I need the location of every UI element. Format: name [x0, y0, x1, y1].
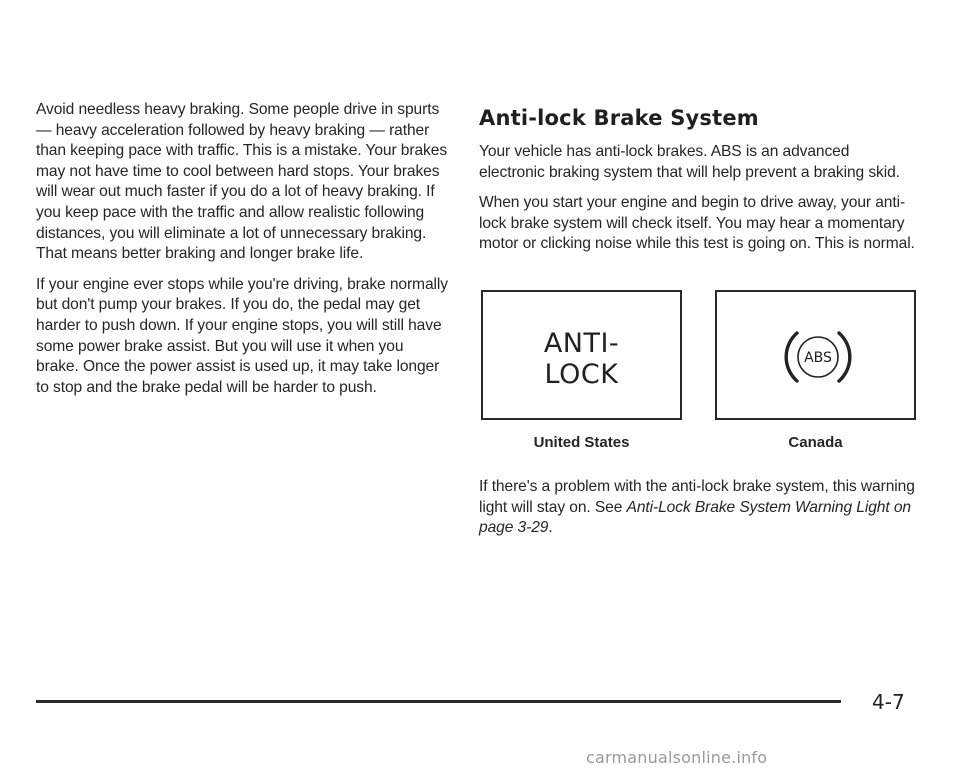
left-column [36, 100, 448, 408]
paragraph-warning-light [479, 477, 919, 539]
warning-light-note [479, 477, 919, 549]
canada-abs-indicator [715, 290, 916, 420]
abs-warning-icon [780, 322, 856, 392]
right-column [479, 100, 919, 265]
abs-symbol-text: ABS [804, 350, 832, 366]
warning-light-figure [479, 290, 919, 450]
anti-lock-line1: ANTI- [543, 328, 620, 359]
paragraph-engine-stops: If your engine ever stops while you're driving, brake normally but don't pump your brakes. If you do, the pedal may get harder to push down. If your engine stops, you will still have some power brake assist. But you will use it when you brake. Once the power assist is used up, it may take longer to stop and the brake pedal will be harder to push. [36, 275, 448, 396]
caption-canada: Canada [788, 434, 843, 451]
watermark: carmanualsonline.info [586, 748, 768, 767]
anti-lock-label [483, 328, 680, 390]
cross-reference-link[interactable]: Anti-Lock Brake System Warning Light on page 3-29 [479, 498, 911, 537]
caption-united-states: United States [533, 434, 630, 451]
footer-rule [36, 700, 841, 703]
warning-light-end: . [548, 519, 553, 537]
paragraph-heavy-braking: Avoid needless heavy braking. Some people drive in spurts — heavy acceleration followed by heavy braking — rather than keeping pace with traffic. This is a mistake. Your brakes may not have time to cool between hard stops. Your brakes will wear out much faster if you do a lot of heavy braking. If you keep pace with the traffic and allow realistic following distances, you will eliminate a lot of unnecessary braking. That means better braking and longer brake life. [36, 101, 448, 263]
page-number: 4-7 [872, 690, 905, 714]
anti-lock-line2: LOCK [544, 359, 619, 390]
section-title: Anti-lock Brake System [479, 106, 759, 130]
warning-light-text: If there's a problem with the anti-lock brake system, this warning light will stay on. See [479, 478, 915, 516]
us-anti-lock-indicator [481, 290, 682, 420]
paragraph-abs-selfcheck: When you start your engine and begin to drive away, your anti-lock brake system will check itself. You may hear a momentary motor or clicking noise while this test is going on. This is normal. [479, 194, 915, 253]
paragraph-abs-intro: Your vehicle has anti-lock brakes. ABS is an advanced electronic braking system that will help prevent a braking skid. [479, 143, 900, 181]
